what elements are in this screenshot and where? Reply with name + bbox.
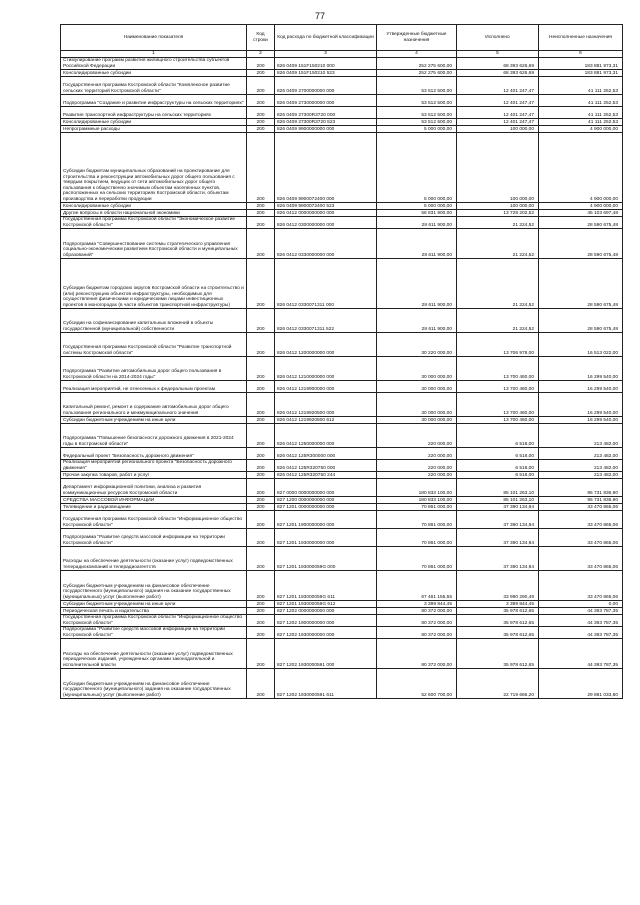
row-name-cell: Государственная программа Костромской области "Развитие транспортной системы Костромской области" [61,333,247,357]
row-unexecuted-cell: 213 482,00 [539,472,623,479]
table-row [61,77,623,95]
row-classification-cell: 826 0412 0000000000 000 [275,210,377,217]
header-approved: Утвержденные бюджетные назначения [377,25,457,51]
row-code-cell: 200 [247,460,275,472]
row-code-cell: 200 [247,571,275,601]
row-classification-cell: 827 1200 0000000000 000 [275,497,377,504]
row-classification-cell: 826 0409 151F150210 523 [275,70,377,77]
row-classification-cell: 827 1202 1930000591 000 [275,639,377,669]
row-executed-cell: 100 000,00 [457,133,539,203]
row-executed-cell: 68 393 626,69 [457,70,539,77]
table-row [61,107,623,119]
table-row [61,601,623,608]
header-code: Код строки [247,25,275,51]
header-classification: Код расхода по бюджетной классификации [275,25,377,51]
table-row [61,210,623,217]
row-code-cell: 200 [247,217,275,229]
row-classification-cell: 826 0412 125R320750 000 [275,460,377,472]
row-classification-cell: 826 0412 1219920500 000 [275,393,377,417]
row-name-cell: Подпрограмма "Создание и развитие инфраструктуры на сельских территориях" [61,95,247,107]
row-executed-cell: 35 978 612,65 [457,627,539,639]
row-executed-cell: 13 700 460,00 [457,357,539,381]
row-unexecuted-cell: 213 482,00 [539,448,623,460]
row-approved-cell: 53 512 500,00 [377,77,457,95]
row-executed-cell: 13 700 460,00 [457,381,539,393]
row-executed-cell: 13 700 460,00 [457,393,539,417]
row-unexecuted-cell: 95 731 836,90 [539,479,623,497]
table-body [61,58,623,699]
row-name-cell: Субсидии бюджетным учреждениям на финансовое обеспечение государственного (муниципального) задания на оказание государственных (муниципальных) услуг (выполнение работ) [61,669,247,699]
header-unexecuted: Неисполненные назначения [539,25,623,51]
row-unexecuted-cell: 33 470 865,06 [539,511,623,529]
row-name-cell: Непрограммные расходы [61,126,247,133]
row-name-cell: Государственная программа Костромской области "Экономическое развитие Костромской области" [61,217,247,229]
row-approved-cell: 52 600 700,00 [377,669,457,699]
row-code-cell: 200 [247,504,275,511]
row-unexecuted-cell: 95 731 836,90 [539,497,623,504]
column-number: 2 [247,51,275,58]
row-approved-cell: 252 275 600,00 [377,58,457,70]
table-row [61,497,623,504]
row-name-cell: Развитие транспортной инфраструктуры на сельских территориях [61,107,247,119]
row-name-cell: Консолидированные субсидии [61,119,247,126]
row-classification-cell: 827 0000 0000000000 000 [275,479,377,497]
row-unexecuted-cell: 16 513 022,00 [539,333,623,357]
budget-execution-table [60,24,623,699]
table-header-row [61,25,623,51]
row-name-cell: Подпрограмма "Развитие автомобильных дорог общего пользования в Костромской области на 2014-2024 годы" [61,357,247,381]
column-number: 3 [275,51,377,58]
row-unexecuted-cell: 33 470 865,06 [539,571,623,601]
row-code-cell: 200 [247,107,275,119]
row-executed-cell: 13 728 202,52 [457,210,539,217]
row-unexecuted-cell: 4 900 000,00 [539,133,623,203]
row-classification-cell: 826 0412 125R320750 244 [275,472,377,479]
row-code-cell: 200 [247,259,275,309]
row-code-cell: 200 [247,309,275,333]
row-executed-cell: 6 518,00 [457,460,539,472]
row-classification-cell: 827 1201 1930000000 000 [275,529,377,547]
row-unexecuted-cell: 4 900 000,00 [539,203,623,210]
row-classification-cell: 827 1202 0000000000 000 [275,608,377,615]
row-unexecuted-cell: 28 590 675,48 [539,217,623,229]
row-unexecuted-cell: 41 111 252,53 [539,107,623,119]
row-code-cell: 200 [247,547,275,571]
row-code-cell: 200 [247,615,275,627]
row-approved-cell: 53 512 500,00 [377,107,457,119]
row-name-cell: Консолидированные субсидии [61,70,247,77]
table-row [61,133,623,203]
row-classification-cell: 826 0412 1219900000 000 [275,381,377,393]
row-name-cell: Реализация мероприятий, не отнесенных к федеральным проектам [61,381,247,393]
table-row [61,608,623,615]
row-approved-cell: 220 000,00 [377,448,457,460]
row-classification-cell: 827 1201 193000059G 612 [275,601,377,608]
header-executed: Исполнено [457,25,539,51]
row-unexecuted-cell: 41 111 252,53 [539,119,623,126]
row-name-cell: Подпрограмма "Развитие средств массовой информации на территории Костромской области" [61,627,247,639]
row-executed-cell: 37 390 134,94 [457,504,539,511]
row-name-cell: Расходы на обеспечение деятельности (оказание услуг) подведомственных периодических изданий, учрежденных органами законодательной и исполнительной власти [61,639,247,669]
row-code-cell: 200 [247,393,275,417]
row-name-cell: Подпрограмма "Повышение безопасности дорожного движения в 2021-2024 годы в Костромской области" [61,424,247,448]
row-approved-cell: 30 000 000,00 [377,417,457,424]
row-unexecuted-cell: 45 103 697,48 [539,210,623,217]
row-unexecuted-cell: 33 470 865,06 [539,547,623,571]
row-name-cell: Телевидение и радиовещание [61,504,247,511]
table-row [61,669,623,699]
row-name-cell: Департамент информационной политики, анализа и развития коммуникационных ресурсов Костромской области [61,479,247,497]
row-unexecuted-cell: 33 470 865,06 [539,504,623,511]
row-code-cell: 200 [247,203,275,210]
row-unexecuted-cell: 16 299 540,00 [539,393,623,417]
row-executed-cell: 21 224,52 [457,217,539,229]
table-row [61,479,623,497]
row-approved-cell: 67 461 155,55 [377,571,457,601]
row-approved-cell: 70 861 000,00 [377,547,457,571]
row-code-cell: 200 [247,448,275,460]
row-approved-cell: 28 611 900,00 [377,309,457,333]
row-executed-cell: 6 518,00 [457,424,539,448]
row-name-cell: Капитальный ремонт, ремонт и содержание автомобильных дорог общего пользования регионального и межмуниципального значения [61,393,247,417]
row-code-cell: 200 [247,333,275,357]
row-unexecuted-cell: 183 881 973,31 [539,58,623,70]
row-classification-cell: 826 0412 0330071311 000 [275,259,377,309]
row-executed-cell: 22 719 666,20 [457,669,539,699]
table-row [61,229,623,259]
row-approved-cell: 80 372 000,00 [377,627,457,639]
row-name-cell: Государственная программа Костромской области "Информационное общество Костромской области" [61,511,247,529]
row-code-cell: 200 [247,77,275,95]
row-unexecuted-cell: 16 299 540,00 [539,381,623,393]
row-name-cell: Реализация мероприятий регионального проекта "Безопасность дорожного движения" [61,460,247,472]
table-row [61,529,623,547]
row-executed-cell: 3 399 844,45 [457,601,539,608]
row-name-cell: Субсидии на софинансирование капитальных вложений в объекты государственной (муниципальной) собственности [61,309,247,333]
row-name-cell: Стимулирование программ развития жилищного строительства субъектов Российской Федерации [61,58,247,70]
row-approved-cell: 30 000 000,00 [377,393,457,417]
row-unexecuted-cell: 41 111 252,53 [539,77,623,95]
row-approved-cell: 28 611 900,00 [377,259,457,309]
page-number: 77 [314,11,325,21]
row-name-cell: Субсидии бюджетам городских округов Костромской области на строительство и (или) реконструкцию объектов инфраструктуры, необходимых для осуществления физическими и юридическими лицами инвестиционных проектов в моногородах (в части объектов транспортной инфраструктуры) [61,259,247,309]
row-executed-cell: 37 390 134,94 [457,529,539,547]
row-classification-cell: 826 0412 1200000000 000 [275,333,377,357]
row-executed-cell: 21 224,52 [457,259,539,309]
row-classification-cell: 827 1201 1900000000 000 [275,511,377,529]
table-row [61,460,623,472]
row-classification-cell: 826 0412 0330071311 522 [275,309,377,333]
table-row [61,309,623,333]
row-code-cell: 200 [247,381,275,393]
row-classification-cell: 826 0409 9900000000 000 [275,126,377,133]
row-classification-cell: 827 1202 1930000591 611 [275,669,377,699]
row-approved-cell: 5 000 000,00 [377,126,457,133]
row-classification-cell: 827 1201 0000000000 000 [275,504,377,511]
row-classification-cell: 826 0412 1250000000 000 [275,424,377,448]
row-executed-cell: 21 224,52 [457,229,539,259]
row-approved-cell: 30 220 000,00 [377,333,457,357]
row-approved-cell: 30 000 000,00 [377,357,457,381]
row-approved-cell: 3 399 844,45 [377,601,457,608]
row-unexecuted-cell: 16 299 540,00 [539,357,623,381]
row-unexecuted-cell: 16 299 540,00 [539,417,623,424]
row-unexecuted-cell: 33 470 865,06 [539,529,623,547]
row-approved-cell: 252 275 600,00 [377,70,457,77]
row-classification-cell: 827 1201 193000059G 611 [275,571,377,601]
table-row [61,95,623,107]
row-name-cell: Подпрограмма "Развитие средств массовой информации на территории Костромской области" [61,529,247,547]
row-approved-cell: 80 372 000,00 [377,639,457,669]
row-approved-cell: 80 372 000,00 [377,615,457,627]
row-unexecuted-cell: 28 590 675,48 [539,309,623,333]
row-name-cell: Субсидии бюджетным учреждениям на финансовое обеспечение государственного (муниципального) задания на оказание государственных (муниципальных) услуг (выполнение работ) [61,571,247,601]
row-approved-cell: 5 000 000,00 [377,133,457,203]
row-classification-cell: 826 0409 9900072400 523 [275,203,377,210]
row-approved-cell: 28 611 900,00 [377,217,457,229]
row-approved-cell: 80 372 000,00 [377,608,457,615]
row-unexecuted-cell: 29 881 033,80 [539,669,623,699]
table-row [61,357,623,381]
row-code-cell: 200 [247,210,275,217]
table-row [61,70,623,77]
row-approved-cell: 28 611 900,00 [377,229,457,259]
row-approved-cell: 220 000,00 [377,460,457,472]
row-unexecuted-cell: 213 482,00 [539,424,623,448]
table-row [61,119,623,126]
row-executed-cell: 35 978 612,65 [457,615,539,627]
row-classification-cell: 826 0409 2730000000 000 [275,95,377,107]
row-code-cell: 200 [247,70,275,77]
row-executed-cell: 37 390 134,94 [457,511,539,529]
row-code-cell: 200 [247,126,275,133]
column-number-row [61,51,623,58]
row-executed-cell: 12 401 247,47 [457,119,539,126]
table-row [61,381,623,393]
row-classification-cell: 827 1201 193000059G 000 [275,547,377,571]
row-approved-cell: 30 000 000,00 [377,381,457,393]
row-executed-cell: 85 101 263,10 [457,497,539,504]
row-code-cell: 200 [247,58,275,70]
row-unexecuted-cell: 28 590 675,48 [539,229,623,259]
row-approved-cell: 5 000 000,00 [377,203,457,210]
table-row [61,627,623,639]
row-approved-cell: 53 512 500,00 [377,119,457,126]
table-row [61,547,623,571]
row-executed-cell: 37 390 134,94 [457,547,539,571]
table-row [61,417,623,424]
row-code-cell: 200 [247,669,275,699]
row-classification-cell: 826 0412 0330000000 000 [275,229,377,259]
row-code-cell: 200 [247,472,275,479]
row-approved-cell: 70 861 000,00 [377,529,457,547]
row-unexecuted-cell: 183 881 973,31 [539,70,623,77]
row-name-cell: Прочая закупка товаров, работ и услуг [61,472,247,479]
row-classification-cell: 826 0409 9900072400 000 [275,133,377,203]
row-classification-cell: 827 1202 1900000000 000 [275,615,377,627]
table-row [61,259,623,309]
row-code-cell: 200 [247,229,275,259]
row-classification-cell: 827 1202 1930000000 000 [275,627,377,639]
row-code-cell: 200 [247,357,275,381]
table-row [61,393,623,417]
row-code-cell: 200 [247,608,275,615]
row-classification-cell: 826 0412 125R300000 000 [275,448,377,460]
row-classification-cell: 826 0409 151F150210 000 [275,58,377,70]
row-code-cell: 200 [247,133,275,203]
row-classification-cell: 826 0412 0300000000 000 [275,217,377,229]
table-row [61,333,623,357]
row-unexecuted-cell: 44 393 787,35 [539,615,623,627]
row-approved-cell: 220 000,00 [377,424,457,448]
row-executed-cell: 21 224,52 [457,309,539,333]
row-classification-cell: 826 0412 1219920500 612 [275,417,377,424]
row-name-cell: Периодическая печать и издательства [61,608,247,615]
table-row [61,571,623,601]
row-approved-cell: 53 512 500,00 [377,95,457,107]
table-row [61,58,623,70]
row-approved-cell: 70 861 000,00 [377,511,457,529]
row-approved-cell: 180 833 100,00 [377,479,457,497]
row-executed-cell: 85 101 263,10 [457,479,539,497]
row-executed-cell: 35 978 612,65 [457,608,539,615]
row-code-cell: 200 [247,417,275,424]
column-number: 6 [539,51,623,58]
row-executed-cell: 33 990 290,49 [457,571,539,601]
row-code-cell: 200 [247,511,275,529]
row-name-cell: Федеральный проект "Безопасность дорожного движения" [61,448,247,460]
row-unexecuted-cell: 44 393 787,35 [539,639,623,669]
row-name-cell: Консолидированные субсидии [61,203,247,210]
row-code-cell: 200 [247,601,275,608]
row-unexecuted-cell: 0,00 [539,601,623,608]
row-name-cell: Подпрограмма "Совершенствование системы стратегического управления социально-экономическим развитием Костромской области и муниципальных образований" [61,229,247,259]
row-approved-cell: 58 831 900,00 [377,210,457,217]
row-approved-cell: 220 000,00 [377,472,457,479]
row-name-cell: Субсидии бюджетам муниципальных образований на проектирование для строительства и реконструкции автомобильных дорог общего пользования с твердым покрытием, ведущих от сети автомобильных дорог общего пользования к общественно значимым объектам населенных пунктов, расположенных на сельских территориях Костромской области, объектам производства и переработки продукции [61,133,247,203]
row-classification-cell: 826 0409 27300R3720 000 [275,107,377,119]
row-unexecuted-cell: 44 393 787,35 [539,608,623,615]
row-unexecuted-cell: 28 590 675,48 [539,259,623,309]
table-row [61,472,623,479]
row-code-cell: 200 [247,479,275,497]
row-code-cell: 200 [247,639,275,669]
row-code-cell: 200 [247,497,275,504]
table-row [61,639,623,669]
row-name-cell: Субсидии бюджетным учреждениям на иные цели [61,601,247,608]
row-unexecuted-cell: 44 393 787,35 [539,627,623,639]
row-unexecuted-cell: 41 111 252,53 [539,95,623,107]
row-executed-cell: 6 518,00 [457,448,539,460]
row-code-cell: 200 [247,119,275,126]
header-name: Наименование показателя [61,25,247,51]
column-number: 4 [377,51,457,58]
row-executed-cell: 6 518,00 [457,472,539,479]
row-code-cell: 200 [247,529,275,547]
row-executed-cell: 12 401 247,47 [457,77,539,95]
row-executed-cell: 100 000,00 [457,126,539,133]
row-approved-cell: 180 833 100,00 [377,497,457,504]
table-row [61,126,623,133]
row-name-cell: Расходы на обеспечение деятельности (оказание услуг) подведомственных телерадиокомпаний и телерадиоагентств [61,547,247,571]
row-executed-cell: 12 401 247,47 [457,95,539,107]
row-unexecuted-cell: 213 482,00 [539,460,623,472]
row-executed-cell: 100 000,00 [457,203,539,210]
row-code-cell: 200 [247,95,275,107]
row-unexecuted-cell: 4 900 000,00 [539,126,623,133]
table-row [61,203,623,210]
row-name-cell: СРЕДСТВА МАССОВОЙ ИНФОРМАЦИИ [61,497,247,504]
table-row [61,504,623,511]
row-name-cell: Государственная программа Костромской области "Информационное общество Костромской области" [61,615,247,627]
row-classification-cell: 826 0409 2700000000 000 [275,77,377,95]
table-row [61,615,623,627]
column-number: 5 [457,51,539,58]
column-number: 1 [61,51,247,58]
row-executed-cell: 35 978 612,65 [457,639,539,669]
row-classification-cell: 826 0412 1210000000 000 [275,357,377,381]
table-row [61,217,623,229]
row-approved-cell: 70 861 000,00 [377,504,457,511]
table-row [61,511,623,529]
table-row [61,448,623,460]
row-name-cell: Государственная программа Костромской области "Комплексное развитие сельских территорий Костромской области" [61,77,247,95]
row-executed-cell: 68 393 626,69 [457,58,539,70]
row-classification-cell: 826 0409 27300R3720 523 [275,119,377,126]
row-executed-cell: 12 401 247,47 [457,107,539,119]
row-name-cell: Другие вопросы в области национальной экономики [61,210,247,217]
row-executed-cell: 13 700 460,00 [457,417,539,424]
row-executed-cell: 13 706 978,00 [457,333,539,357]
table-row [61,424,623,448]
row-name-cell: Субсидии бюджетным учреждениям на иные цели [61,417,247,424]
row-code-cell: 200 [247,627,275,639]
row-code-cell: 200 [247,424,275,448]
